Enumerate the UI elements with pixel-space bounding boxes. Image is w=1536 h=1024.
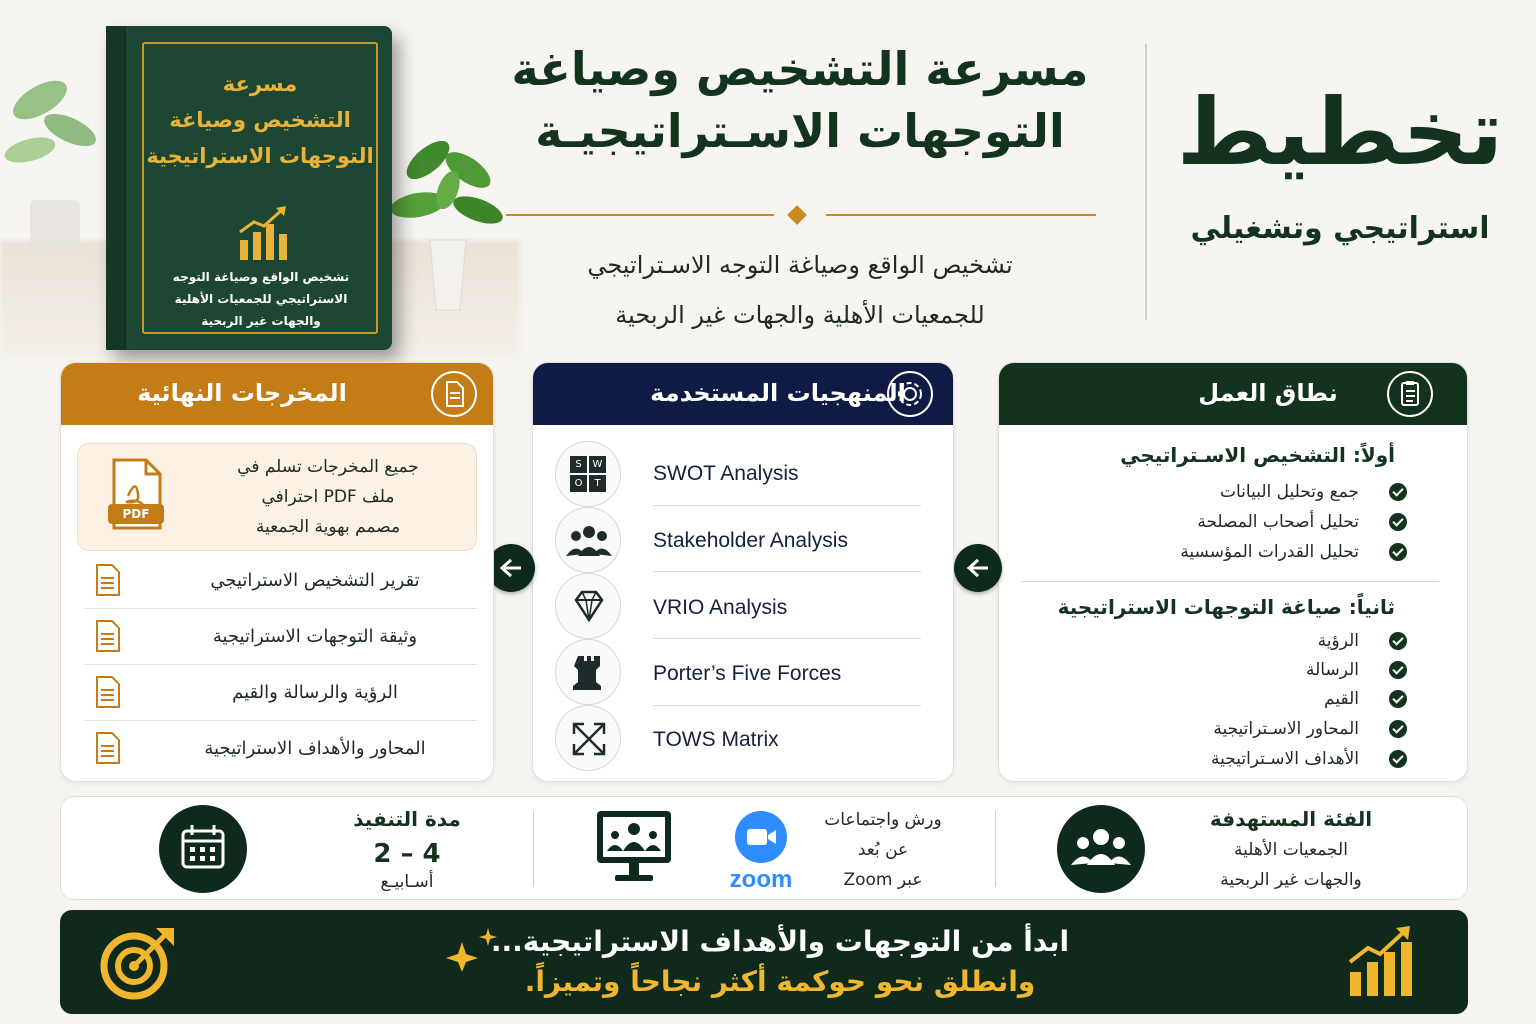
check-icon (1389, 543, 1407, 561)
swot-letter: O (570, 475, 587, 492)
output-item (85, 553, 477, 609)
outputs-card-title: المخرجات النهائية (137, 379, 347, 407)
output-item (85, 665, 477, 721)
header-divider (1145, 44, 1147, 320)
scope-section1-title: أولاً: التشخيص الاسـتراتيجي (1120, 443, 1395, 467)
main-title-line: مسرعة التشخيص وصياغة (511, 42, 1089, 96)
duration-title: مدة التنفيذ (353, 807, 461, 831)
method-divider (653, 571, 921, 572)
users-group-icon (1057, 805, 1145, 893)
method-label: Stakeholder Analysis (653, 529, 848, 552)
method-label: SWOT Analysis (653, 462, 799, 485)
chess-rook-icon (555, 639, 621, 705)
check-icon (1389, 513, 1407, 531)
duration-unit: أسـابيـع (380, 872, 434, 892)
method-divider (653, 638, 921, 639)
method-label: Porter’s Five Forces (653, 662, 842, 685)
output-item (85, 609, 477, 665)
plant-left-decoration (0, 40, 110, 250)
check-icon (1389, 690, 1407, 708)
pdf-text-line: جميع المخرجات تسلم في (237, 457, 419, 477)
methods-card (532, 362, 954, 782)
method-divider (653, 505, 921, 506)
calendar-icon (159, 805, 247, 893)
target-bullseye-icon (98, 924, 178, 1002)
book-cover (106, 26, 392, 350)
outputs-card-header (61, 363, 493, 425)
brand-subtitle: استراتيجي وتشغيلي (1190, 211, 1490, 246)
method-divider (653, 705, 921, 706)
title-rule-left (506, 214, 774, 216)
swot-grid-icon (555, 441, 621, 507)
arrow-left-icon (487, 544, 535, 592)
subtitle-line: تشخيص الواقع وصياغة التوجه الاسـتراتيجي (587, 251, 1013, 279)
arrow-left-icon (954, 544, 1002, 592)
clipboard-icon (1387, 371, 1433, 417)
scope-item: تحليل أصحاب المصلحة (1197, 512, 1359, 532)
check-icon (1389, 632, 1407, 650)
expand-arrows-icon (555, 705, 621, 771)
book-title-line: التشخيص وصياغة (169, 108, 351, 132)
methods-card-title: المنهجيات المستخدمة (650, 379, 906, 407)
strip-divider (533, 811, 534, 887)
brand-word: تخطيط (1176, 79, 1504, 186)
document-icon (95, 563, 121, 597)
document-icon (95, 731, 121, 765)
people-group-icon (555, 507, 621, 573)
output-label: الرؤية والرسالة والقيم (232, 682, 398, 703)
scope-card (998, 362, 1468, 782)
swot-letter: T (589, 475, 606, 492)
scope-card-header (999, 363, 1467, 425)
growth-chart-icon (236, 204, 292, 262)
gear-icon (887, 371, 933, 417)
main-title-line: التوجهات الاسـتراتيجيـة (535, 104, 1065, 158)
book-subtitle (156, 266, 366, 332)
duration-value: 2 – 4 (373, 839, 441, 869)
pdf-badge-label: PDF (122, 507, 150, 521)
strip-divider (995, 811, 996, 887)
bar-growth-icon (1346, 924, 1416, 1000)
outputs-card (60, 362, 494, 782)
swot-letter: S (570, 456, 587, 473)
scope-item: الرسالة (1305, 660, 1359, 680)
swot-letter: W (589, 456, 606, 473)
output-item (85, 721, 477, 777)
scope-card-title: نطاق العمل (1198, 379, 1338, 407)
pdf-text-line: ملف PDF احترافي (261, 487, 395, 507)
check-icon (1389, 483, 1407, 501)
check-icon (1389, 661, 1407, 679)
scope-section2-title: ثانياً: صياغة التوجهات الاستراتيجية (1057, 595, 1395, 619)
cta-banner (60, 910, 1468, 1014)
title-rule-right (826, 214, 1096, 216)
banner-line-1: ابدأ من التوجهات والأهداف الاستراتيجية... (490, 925, 1070, 958)
banner-line-2: وانطلق نحو حوكمة أكثر نجاحاً وتميزاً. (524, 965, 1036, 998)
diamond-ornament (787, 205, 807, 225)
workshop-line: عبر Zoom (843, 870, 923, 890)
pdf-text-line: مصمم بهوية الجمعية (255, 517, 401, 537)
output-label: المحاور والأهداف الاستراتيجية (204, 738, 426, 759)
scope-item: تحليل القدرات المؤسسية (1180, 542, 1359, 562)
diamond-icon (555, 573, 621, 639)
zoom-logo-text: zoom (729, 866, 793, 893)
book-title (142, 66, 378, 174)
subtitle-line: للجمعيات الأهلية والجهات غير الربحية (615, 301, 985, 329)
scope-item: القيم (1324, 689, 1359, 709)
book-spine (106, 26, 126, 350)
method-label: VRIO Analysis (653, 596, 788, 619)
document-icon (95, 619, 121, 653)
workshop-line: ورش واجتماعات (824, 810, 942, 830)
scope-divider (1021, 581, 1439, 582)
target-text (1171, 835, 1411, 895)
scope-item: جمع وتحليل البيانات (1220, 482, 1359, 502)
workshop-text (813, 805, 953, 895)
book-title-line: مسرعة (222, 72, 298, 96)
book-sub-line: الاستراتيجي للجمعيات الأهلية (174, 292, 348, 306)
main-title (490, 38, 1110, 162)
output-label: وثيقة التوجهات الاستراتيجية (212, 626, 418, 647)
book-sub-line: والجهات غير الربحية (201, 314, 321, 328)
check-icon (1389, 750, 1407, 768)
header-subtitle (520, 240, 1080, 340)
method-label: TOWS Matrix (653, 728, 779, 751)
target-line: الجمعيات الأهلية (1234, 840, 1348, 860)
target-title: الفئة المستهدفة (1209, 807, 1373, 831)
document-icon (95, 675, 121, 709)
info-strip (60, 796, 1468, 900)
pdf-delivery-text (218, 452, 438, 542)
methods-card-header (533, 363, 953, 425)
check-icon (1389, 720, 1407, 738)
document-icon (431, 371, 477, 417)
scope-item: المحاور الاسـتراتيجية (1213, 719, 1359, 739)
scope-item: الرؤية (1317, 631, 1359, 651)
book-sub-line: تشخيص الواقع وصياغة التوجه (172, 270, 350, 284)
output-label: تقرير التشخيص الاستراتيجي (210, 570, 420, 591)
pdf-delivery-box (77, 443, 477, 551)
scope-item: الأهداف الاسـتراتيجية (1210, 749, 1359, 769)
workshop-line: عن بُعد (857, 840, 909, 860)
target-line: والجهات غير الربحية (1220, 870, 1362, 890)
zoom-camera-icon (735, 811, 787, 863)
book-title-line: التوجهات الاستراتيجية (146, 144, 374, 168)
presentation-monitor-icon (593, 807, 675, 889)
